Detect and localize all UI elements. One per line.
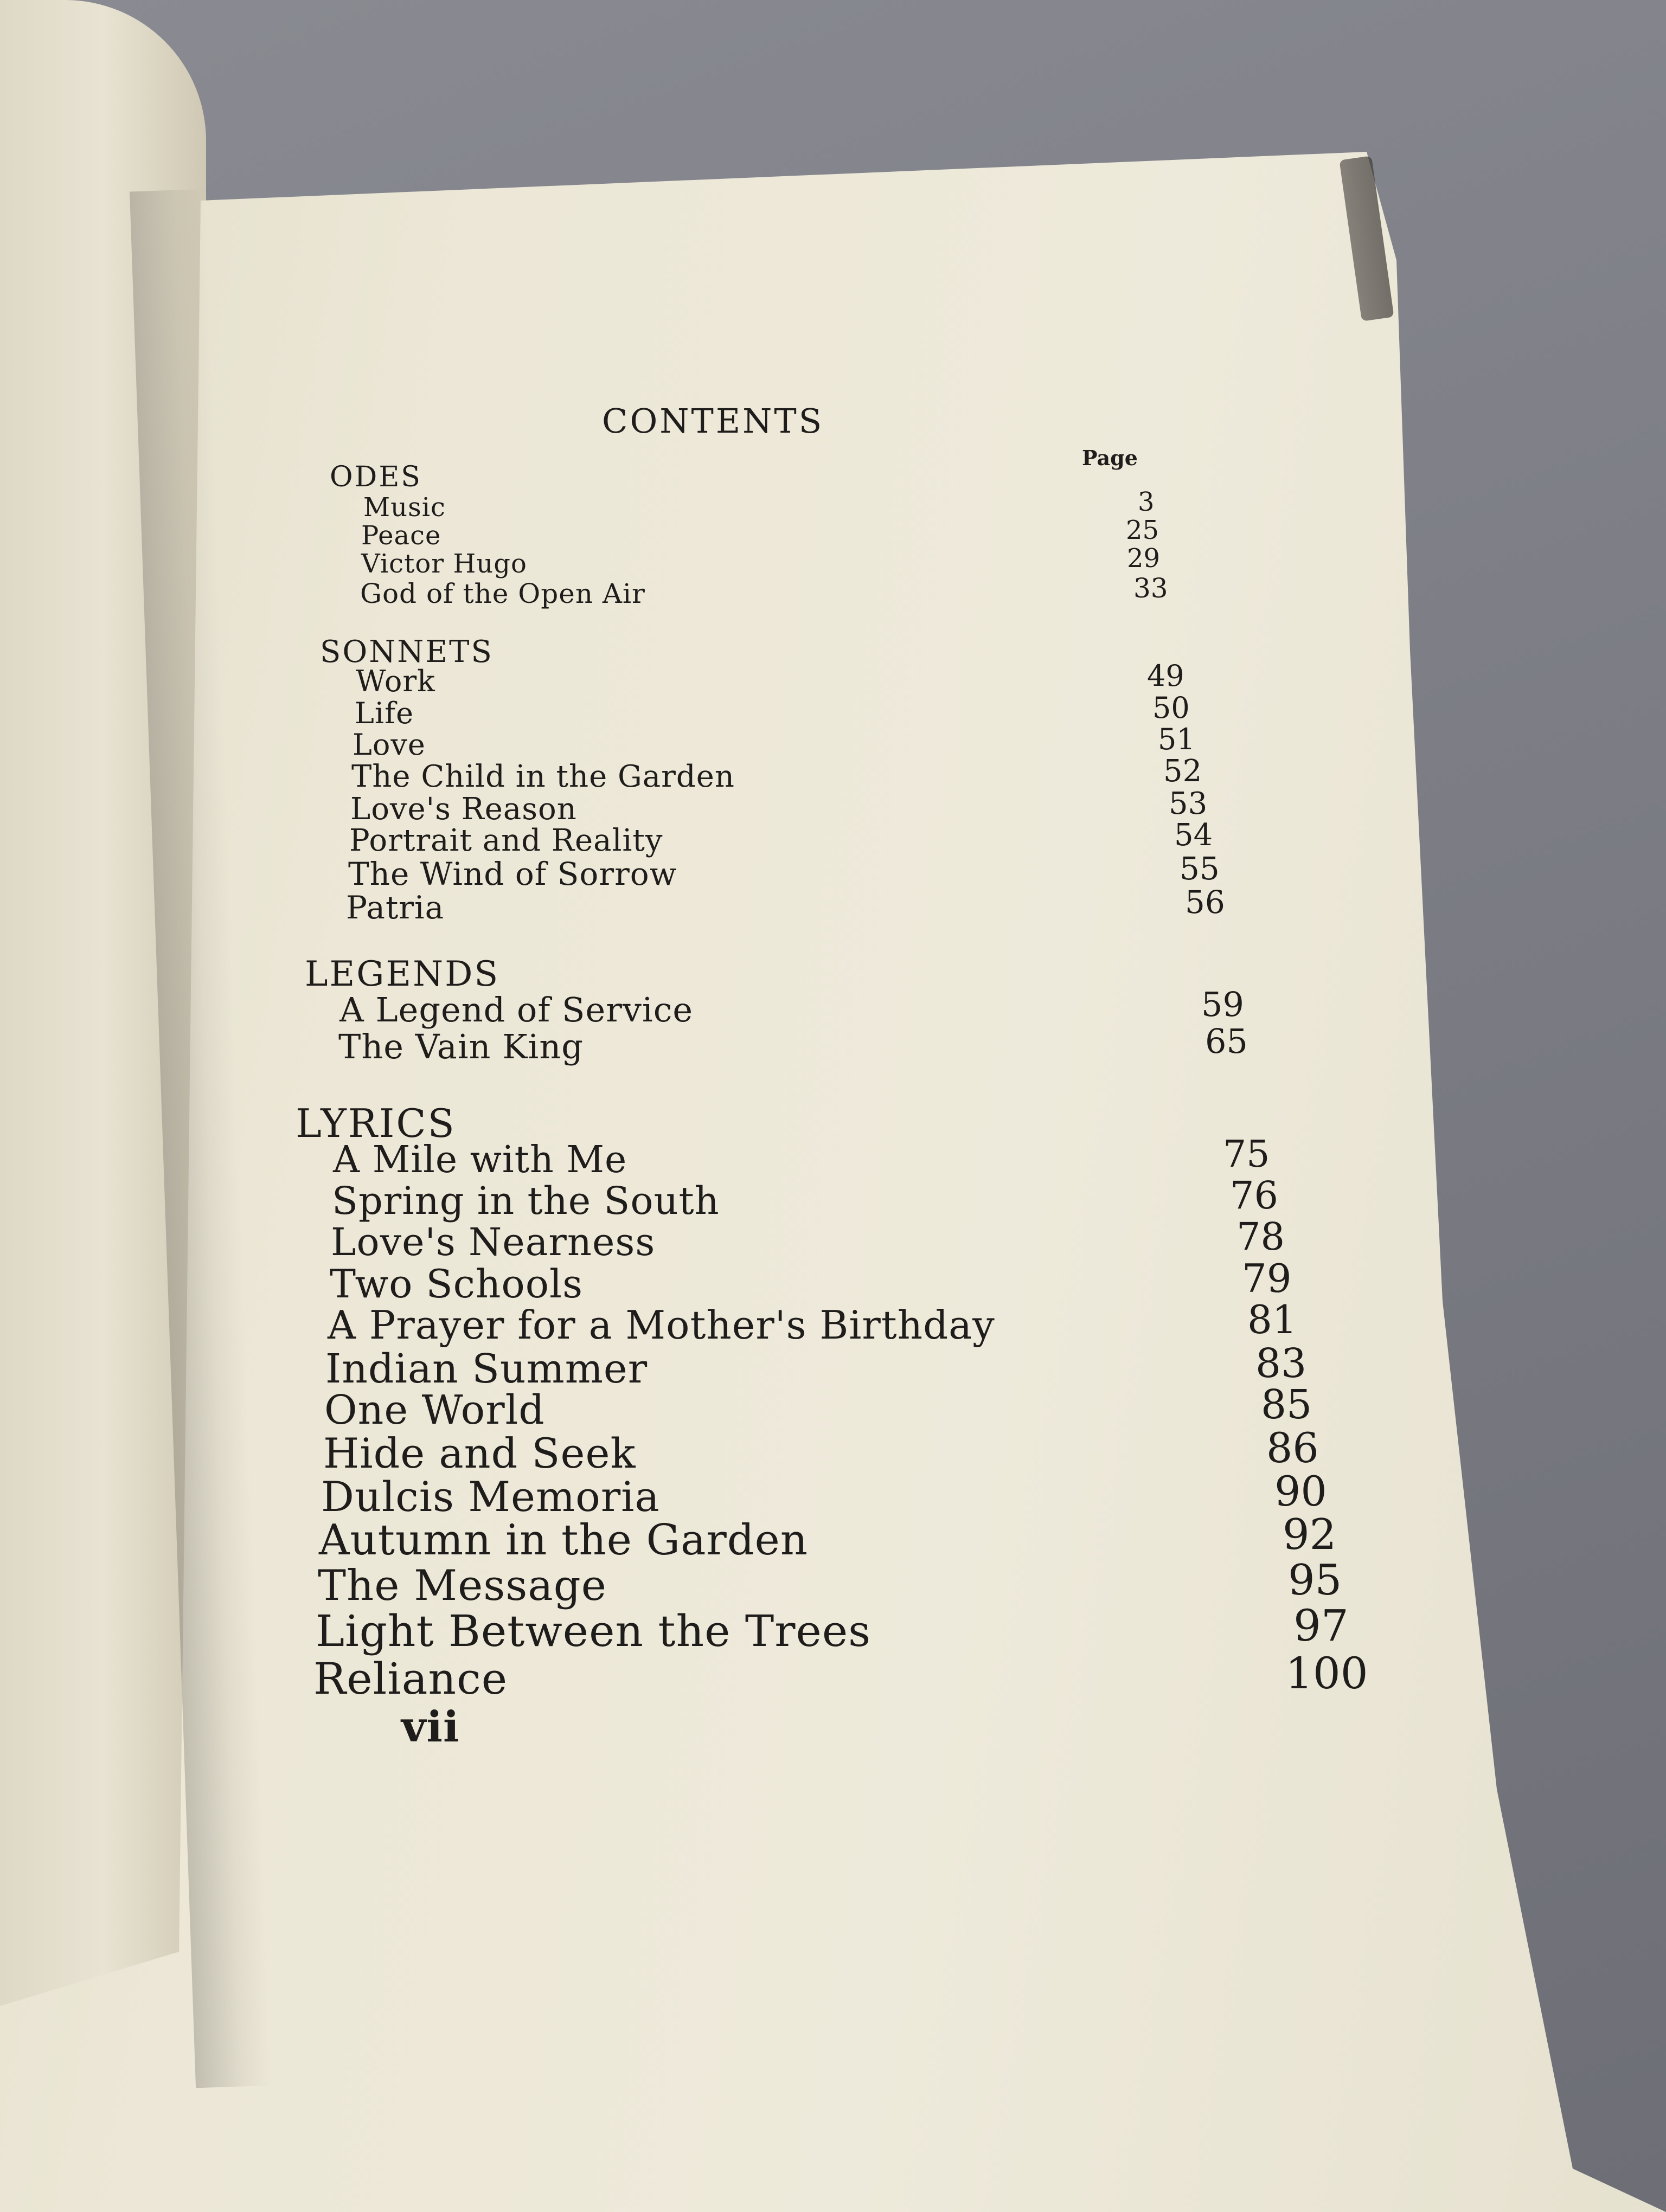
entry-page-number: 97 bbox=[1293, 1600, 1349, 1651]
entry-title: The Message bbox=[318, 1561, 607, 1610]
entry-page-number: 92 bbox=[1283, 1510, 1337, 1559]
entry-page-number: 83 bbox=[1255, 1340, 1307, 1387]
entry-title: A Mile with Me bbox=[333, 1139, 627, 1181]
entry-page-number: 3 bbox=[1138, 487, 1155, 517]
entry-page-number: 33 bbox=[1133, 573, 1168, 604]
entry-page-number: 54 bbox=[1174, 818, 1213, 853]
entry-page-number: 25 bbox=[1126, 515, 1159, 545]
entry-page-number: 65 bbox=[1205, 1021, 1248, 1061]
entry-page-number: 51 bbox=[1158, 722, 1195, 756]
page-column-label: Page bbox=[1082, 446, 1138, 470]
entry-page-number: 90 bbox=[1274, 1467, 1327, 1515]
entry-title: Music bbox=[363, 492, 446, 523]
entry-title: Patria bbox=[346, 889, 445, 926]
entry-title: Love's Reason bbox=[350, 792, 577, 827]
entry-page-number: 49 bbox=[1147, 659, 1184, 693]
entry-page-number: 81 bbox=[1247, 1297, 1297, 1342]
entry-page-number: 95 bbox=[1288, 1556, 1342, 1605]
entry-title: Work bbox=[356, 664, 435, 698]
entry-title: Love's Nearness bbox=[331, 1220, 656, 1264]
section-heading-legends: LEGENDS bbox=[305, 954, 500, 994]
page-folio: vii bbox=[401, 1702, 460, 1752]
entry-title: Victor Hugo bbox=[361, 549, 527, 579]
section-heading-sonnets: SONNETS bbox=[320, 634, 494, 670]
entry-title: A Prayer for a Mother's Birthday bbox=[328, 1302, 995, 1348]
entry-title: Spring in the South bbox=[332, 1179, 720, 1223]
section-heading-lyrics: LYRICS bbox=[296, 1101, 456, 1146]
entry-title: Hide and Seek bbox=[323, 1429, 636, 1477]
entry-title: The Vain King bbox=[338, 1027, 584, 1066]
entry-title: Autumn in the Garden bbox=[319, 1516, 809, 1565]
entry-title: God of the Open Air bbox=[360, 578, 645, 609]
entry-title: The Wind of Sorrow bbox=[348, 856, 677, 892]
entry-page-number: 50 bbox=[1152, 691, 1190, 725]
entry-title: Portrait and Reality bbox=[349, 823, 663, 858]
entry-title: Peace bbox=[361, 520, 441, 551]
contents-heading: CONTENTS bbox=[602, 401, 824, 441]
entry-page-number: 78 bbox=[1236, 1214, 1285, 1259]
entry-page-number: 86 bbox=[1266, 1424, 1319, 1472]
entry-page-number: 59 bbox=[1201, 985, 1244, 1024]
entry-title: Two Schools bbox=[330, 1261, 584, 1307]
entry-page-number: 56 bbox=[1185, 884, 1225, 921]
entry-title: One World bbox=[324, 1387, 545, 1433]
entry-page-number: 79 bbox=[1242, 1256, 1292, 1301]
entry-page-number: 53 bbox=[1169, 786, 1208, 821]
entry-title: Dulcis Memoria bbox=[321, 1472, 660, 1521]
entry-page-number: 75 bbox=[1223, 1133, 1270, 1176]
entry-page-number: 55 bbox=[1180, 850, 1220, 887]
section-heading-odes: ODES bbox=[330, 461, 422, 493]
entry-page-number: 52 bbox=[1163, 754, 1202, 789]
entry-title: Reliance bbox=[313, 1654, 508, 1704]
entry-title: The Child in the Garden bbox=[351, 759, 735, 794]
entry-page-number: 85 bbox=[1261, 1381, 1312, 1428]
entry-page-number: 76 bbox=[1230, 1173, 1279, 1218]
entry-title: Love bbox=[353, 728, 426, 762]
entry-page-number: 29 bbox=[1127, 543, 1161, 574]
entry-title: Light Between the Trees bbox=[316, 1606, 872, 1656]
entry-page-number: 100 bbox=[1285, 1648, 1368, 1699]
entry-title: Life bbox=[355, 696, 414, 730]
entry-title: Indian Summer bbox=[325, 1346, 648, 1392]
entry-title: A Legend of Service bbox=[339, 990, 694, 1030]
